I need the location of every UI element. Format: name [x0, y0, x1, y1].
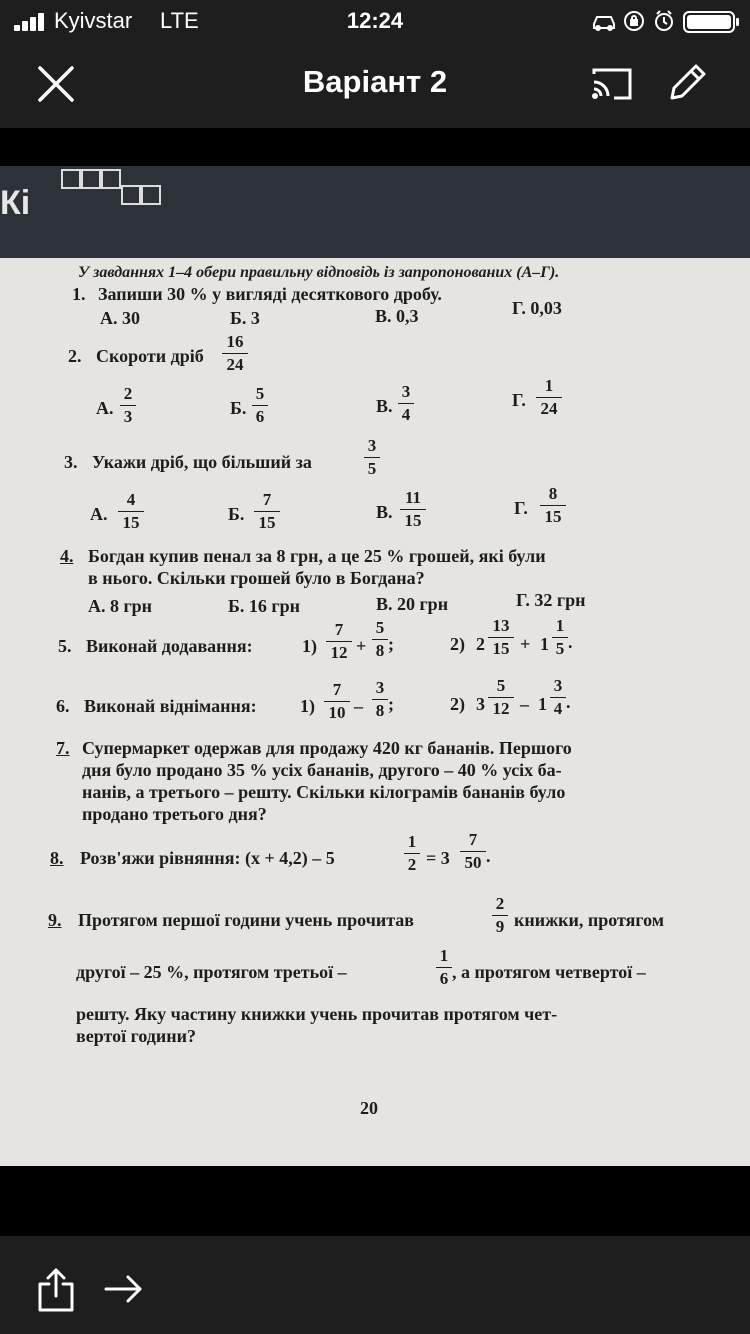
q6-text: Виконай віднімання:	[84, 696, 257, 716]
q4-option-b: Б. 16 грн	[228, 596, 300, 616]
q3-option-a: 4 15	[118, 490, 144, 533]
q2-option-d: 1 24	[536, 376, 562, 419]
q2-option-a-label: А.	[96, 398, 114, 418]
q4-option-d: Г. 32 грн	[516, 590, 586, 610]
q5-plus-1: +	[356, 636, 367, 656]
q1-number: 1.	[72, 284, 86, 304]
cover-text: Кі	[0, 184, 31, 222]
q6-fraction-3: 5 12	[488, 676, 514, 719]
battery-icon	[684, 12, 739, 32]
edit-button[interactable]	[664, 60, 710, 106]
q6-number: 6.	[56, 696, 70, 716]
q6-whole-1: 3	[476, 694, 485, 714]
q5-whole-2: 1	[540, 634, 549, 654]
q2-option-c-label: В.	[376, 396, 393, 416]
q9-line2a: другої – 25 %, протягом третьої –	[76, 962, 347, 982]
q5-whole-1: 2	[476, 634, 485, 654]
q8-period: .	[486, 846, 491, 866]
q9-line1a: Протягом першої години учень прочитав	[78, 910, 415, 930]
share-button[interactable]	[36, 1268, 76, 1312]
q1-option-b: Б. 3	[230, 308, 260, 328]
clock: 12:24	[346, 8, 404, 33]
rotation-lock-icon	[625, 12, 643, 30]
q3-option-b: 7 15	[254, 490, 280, 533]
cast-icon	[590, 64, 634, 104]
q3-text: Укажи дріб, що більший за	[92, 452, 312, 472]
q3-fraction: 3 5	[364, 436, 380, 479]
q6-part1-label: 1)	[300, 696, 315, 716]
q5-semicolon: ;	[388, 634, 394, 654]
q4-option-a: А. 8 грн	[88, 596, 153, 616]
page-title: Варіант 2	[302, 64, 448, 99]
q3-option-c: 11 15	[400, 488, 426, 531]
q6-minus-1: –	[354, 696, 363, 716]
q3-option-c-label: В.	[376, 502, 393, 522]
q5-part1-label: 1)	[302, 636, 317, 656]
q8-equals: = 3	[426, 848, 450, 868]
q5-text: Виконай додавання:	[86, 636, 253, 656]
q6-part2-label: 2)	[450, 694, 465, 714]
instruction-text: У завданнях 1–4 обери правильну відповідь із запропонованих (А–Г).	[78, 264, 560, 281]
q6-fraction-4: 3 4	[550, 676, 566, 719]
status-icons	[592, 8, 742, 34]
q2-option-b-label: Б.	[230, 398, 247, 418]
status-bar	[0, 0, 750, 40]
q2-option-d-label: Г.	[512, 390, 526, 410]
q4-number: 4.	[60, 546, 74, 566]
q5-fraction-4: 1 5	[552, 616, 568, 659]
q8-text: Розв'яжи рівняння: (x + 4,2) – 5	[80, 848, 335, 868]
q9-line3: решту. Яку частину книжки учень прочитав протягом чет-	[76, 1004, 558, 1024]
q9-number: 9.	[48, 910, 62, 930]
share-icon	[36, 1268, 76, 1312]
q3-option-b-label: Б.	[228, 504, 245, 524]
book-cover	[0, 166, 750, 258]
q7-line4: продано третього дня?	[82, 804, 267, 824]
q7-line3: нанів, а третього – решту. Скільки кілограмів бананів було	[82, 782, 566, 802]
bottom-toolbar	[0, 1236, 750, 1334]
q2-option-c: 3 4	[398, 382, 414, 425]
page-number: 20	[360, 1098, 378, 1118]
q1-option-c: В. 0,3	[375, 306, 419, 326]
q9-fraction-1: 2 9	[492, 894, 508, 937]
q5-fraction-3: 13 15	[488, 616, 514, 659]
q2-option-a: 2 3	[120, 384, 136, 427]
network-type: LTE	[160, 8, 199, 33]
carrier-name: Kyivstar	[54, 8, 133, 33]
q8-fraction-1: 1 2	[404, 832, 420, 875]
q6-period: .	[566, 692, 571, 712]
q1-option-a: А. 30	[100, 308, 140, 328]
q1-option-d: Г. 0,03	[512, 298, 562, 318]
q2-fraction: 16 24	[222, 332, 248, 375]
arrow-right-icon	[104, 1274, 144, 1304]
q5-fraction-2: 5 8	[372, 618, 388, 661]
q2-option-b: 5 6	[252, 384, 268, 427]
forward-button[interactable]	[104, 1274, 144, 1304]
q5-period: .	[568, 632, 573, 652]
q9-fraction-2: 1 6	[436, 946, 452, 989]
q6-fraction-2: 3 8	[372, 678, 388, 721]
q8-fraction-2: 7 50	[460, 830, 486, 873]
q4-line1: Богдан купив пенал за 8 грн, а це 25 % грошей, які були	[88, 546, 546, 566]
q4-option-c: В. 20 грн	[376, 594, 449, 614]
q2-text: Скороти дріб	[96, 346, 204, 366]
q7-line1: Супермаркет одержав для продажу 420 кг бананів. Першого	[82, 738, 572, 758]
document-photo	[0, 166, 750, 1166]
pencil-icon	[664, 60, 710, 106]
car-icon	[594, 17, 614, 30]
q6-fraction-1: 7 10	[324, 680, 350, 723]
q6-semicolon: ;	[388, 694, 394, 714]
q1-text: Запиши 30 % у вигляді десяткового дробу.	[98, 284, 442, 304]
q7-number: 7.	[56, 738, 70, 758]
q3-option-a-label: А.	[90, 504, 108, 524]
q2-number: 2.	[68, 346, 82, 366]
q3-option-d: 8 15	[540, 484, 566, 527]
q9-line4: вертої години?	[76, 1026, 197, 1046]
alarm-icon	[656, 11, 672, 30]
q7-line2: дня було продано 35 % усіх бананів, другого – 40 % усіх ба-	[82, 760, 562, 780]
book-page	[0, 258, 750, 1166]
q3-option-d-label: Г.	[514, 498, 528, 518]
q9-line1b: книжки, протягом	[514, 910, 665, 930]
cover-grid-icon	[56, 166, 176, 226]
q4-line2: в нього. Скільки грошей було в Богдана?	[88, 568, 425, 588]
q6-minus-2: –	[520, 694, 529, 714]
q6-whole-2: 1	[538, 694, 547, 714]
q8-number: 8.	[50, 848, 64, 868]
q9-line2b: , а протягом четвертої –	[452, 962, 646, 982]
top-toolbar	[0, 40, 750, 128]
cast-button[interactable]	[590, 64, 634, 104]
q3-number: 3.	[64, 452, 78, 472]
q5-fraction-1: 7 12	[326, 620, 352, 663]
q5-plus-2: +	[520, 634, 531, 654]
q5-part2-label: 2)	[450, 634, 465, 654]
q5-number: 5.	[58, 636, 72, 656]
